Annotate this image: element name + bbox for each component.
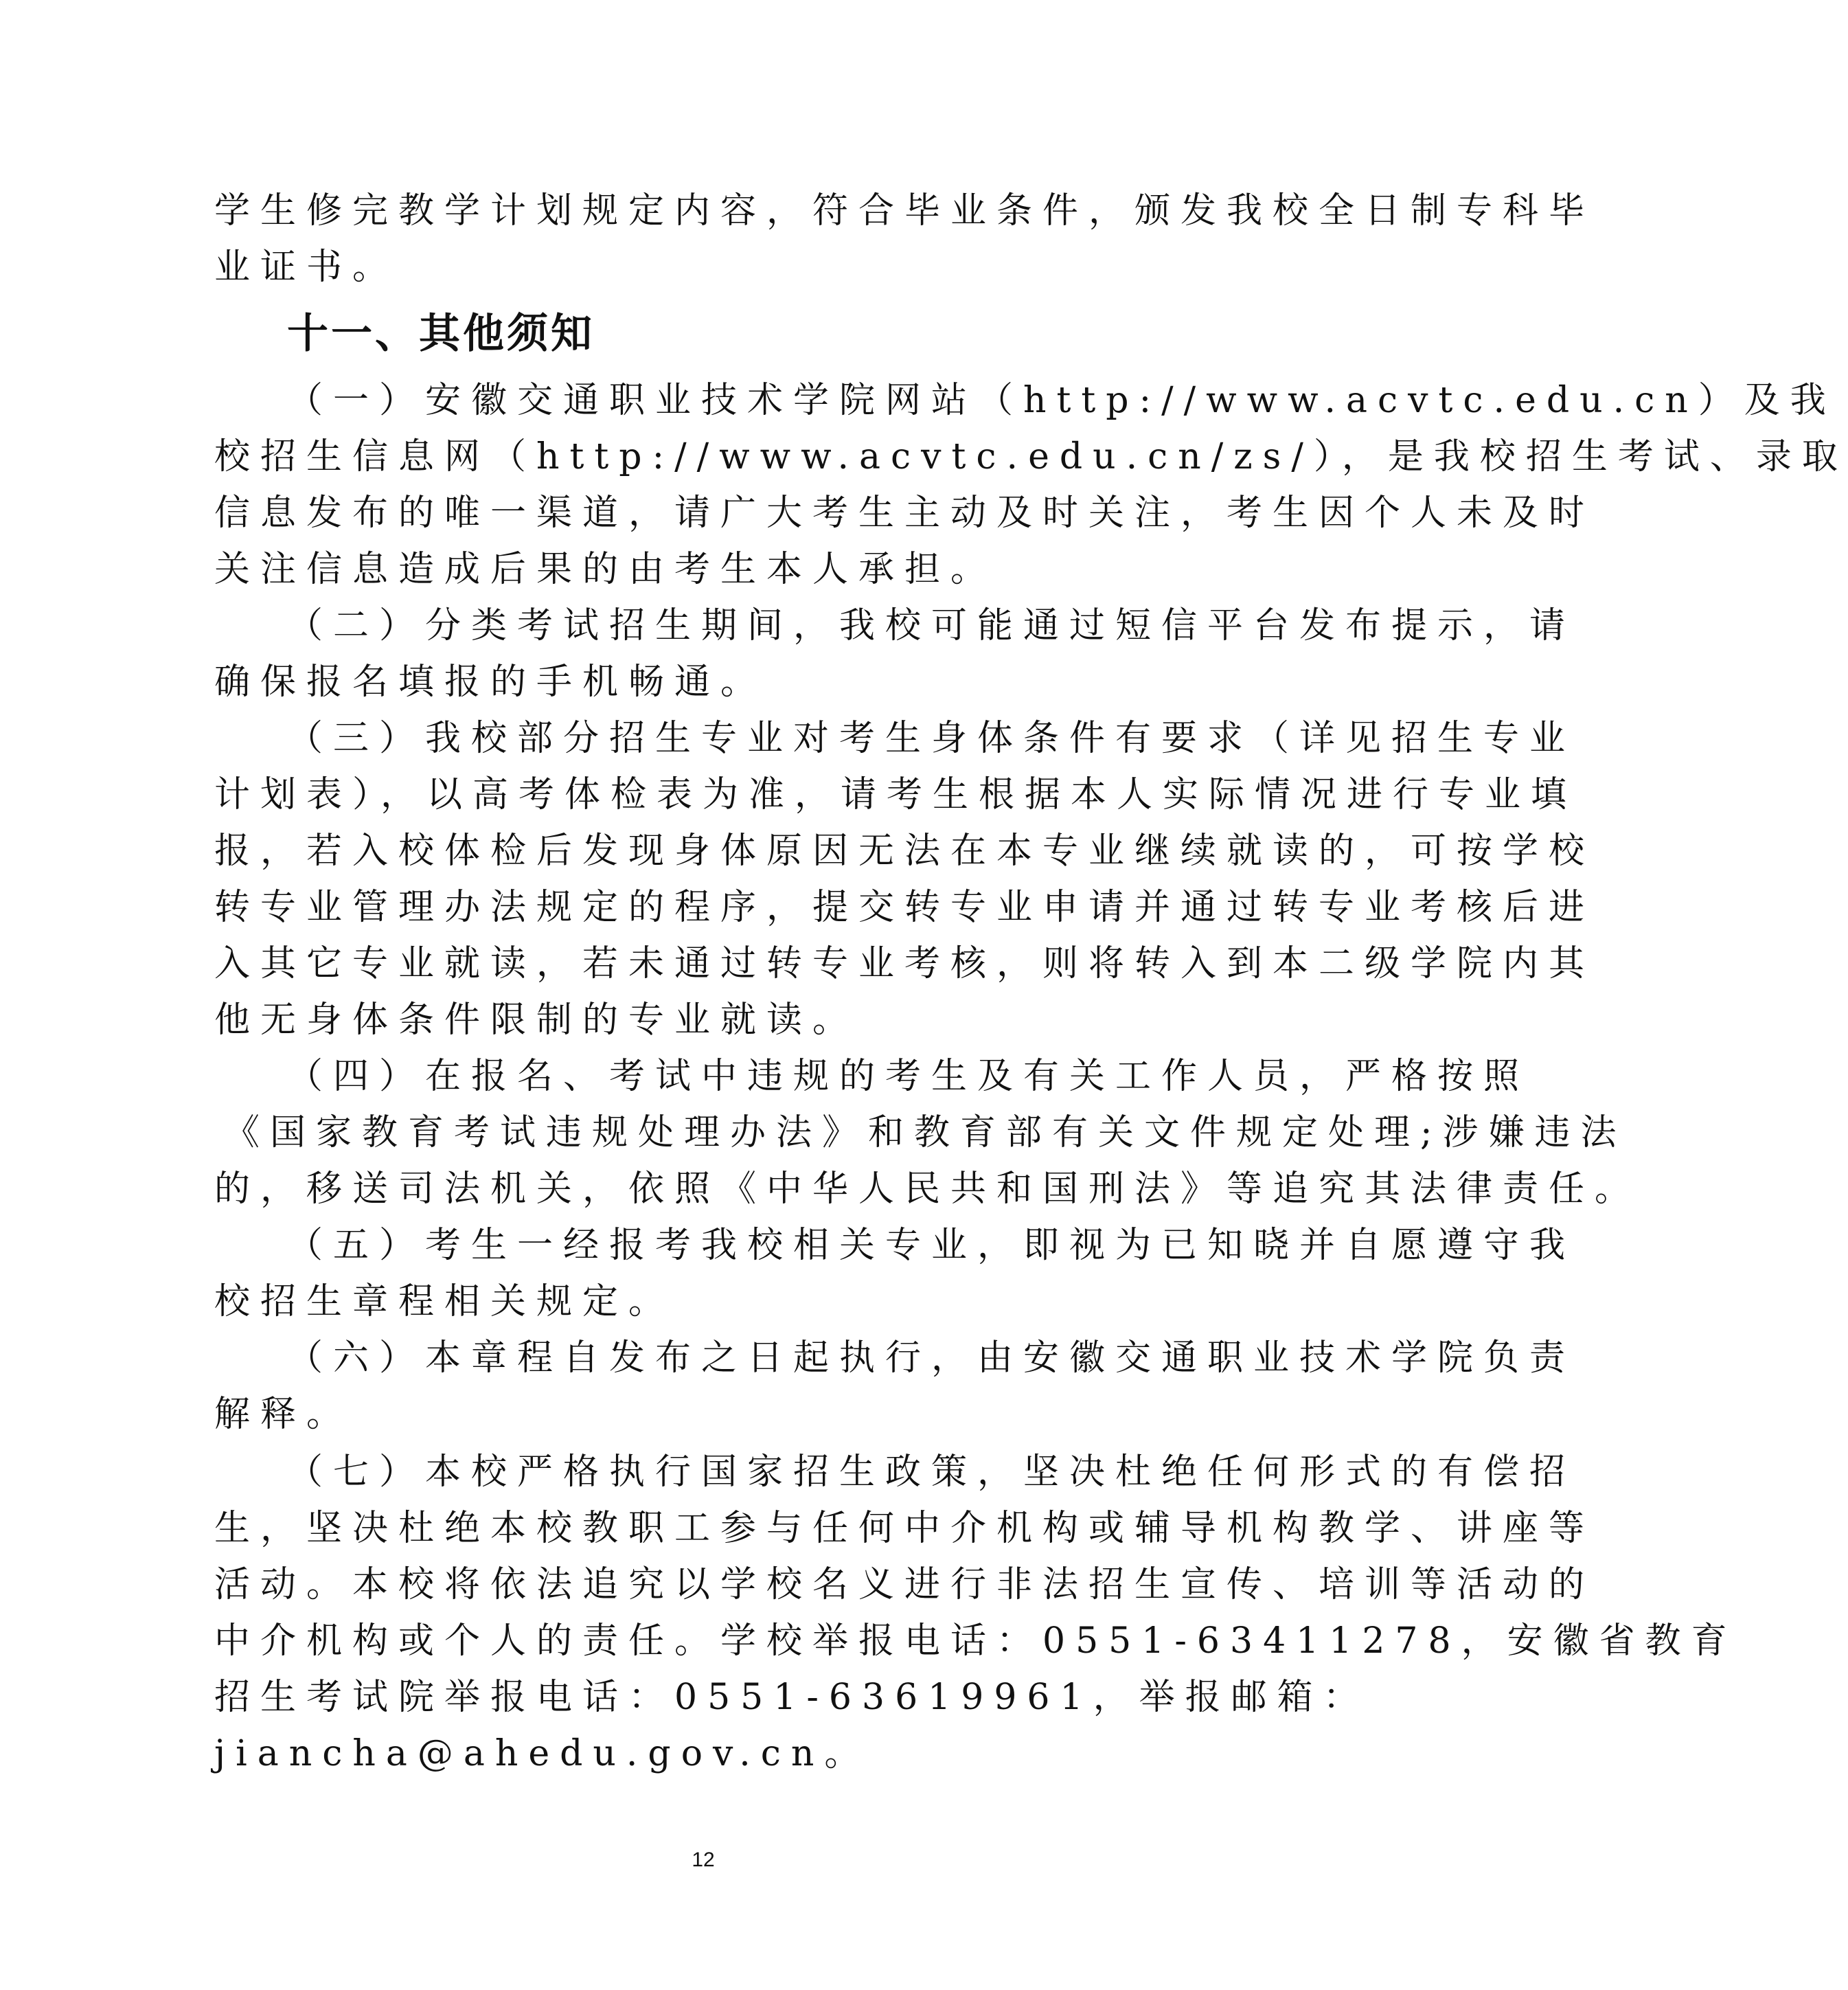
text-line: 的，移送司法机关，依照《中华人民共和国刑法》等追究其法律责任。 xyxy=(214,1168,1641,1210)
text-line: 业证书。 xyxy=(214,247,399,288)
paragraph-1 xyxy=(214,372,1848,598)
paragraph-2 xyxy=(214,598,1576,710)
text-line: 他无身体条件限制的专业就读。 xyxy=(214,999,859,1041)
text-line: 中介机构或个人的责任。学校举报电话：0551-63411278，安徽省教育 xyxy=(214,1620,1737,1662)
text-line: 计划表），以高考体检表为准，请考生根据本人实际情况进行专业填 xyxy=(214,774,1577,815)
text-line: 《国家教育考试违规处理办法》和教育部有关文件规定处理;涉嫌违法 xyxy=(224,1112,1627,1153)
text-line: 信息发布的唯一渠道，请广大考生主动及时关注，考生因个人未及时 xyxy=(214,493,1595,534)
text-line: 校招生章程相关规定。 xyxy=(214,1281,675,1322)
paragraph-4 xyxy=(214,1048,1641,1217)
text-line: （六）本章程自发布之日起执行，由安徽交通职业技术学院负责 xyxy=(287,1337,1576,1379)
text-line: 学生修完教学计划规定内容，符合毕业条件，颁发我校全日制专科毕 xyxy=(214,190,1595,231)
text-line: 确保报名填报的手机畅通。 xyxy=(214,662,767,703)
text-line: 解释。 xyxy=(214,1394,353,1435)
text-line: 报，若入校体检后发现身体原因无法在本专业继续就读的，可按学校 xyxy=(214,830,1595,872)
paragraph-3 xyxy=(214,710,1595,1048)
text-line: 生，坚决杜绝本校教职工参与任何中介机构或辅导机构教学、讲座等 xyxy=(214,1508,1595,1549)
page-number: 12 xyxy=(692,1848,715,1871)
text-line: （三）我校部分招生专业对考生身体条件有要求（详见招生专业 xyxy=(287,718,1576,759)
section-heading: 十一、其他须知 xyxy=(287,310,595,358)
text-line: （一）安徽交通职业技术学院网站（http://www.acvtc.edu.cn）及我 xyxy=(287,380,1836,421)
text-line: 招生考试院举报电话：0551-63619961，举报邮箱： xyxy=(214,1677,1369,1718)
text-line: 关注信息造成后果的由考生本人承担。 xyxy=(214,549,997,590)
paragraph-7 xyxy=(214,1444,1737,1782)
text-line: （五）考生一经报考我校相关专业，即视为已知晓并自愿遵守我 xyxy=(287,1225,1576,1266)
text-line: 入其它专业就读，若未通过转专业考核，则将转入到本二级学院内其 xyxy=(214,943,1595,984)
paragraph-6 xyxy=(214,1330,1576,1443)
text-line: 校招生信息网（http://www.acvtc.edu.cn/zs/），是我校招生考试、录取 xyxy=(214,436,1848,477)
text-line: （七）本校严格执行国家招生政策，坚决杜绝任何形式的有偿招 xyxy=(287,1451,1576,1493)
text-column xyxy=(214,183,1848,1782)
continuation-paragraph xyxy=(214,183,1595,295)
paragraph-5 xyxy=(214,1217,1576,1330)
email-line: jiancha@ahedu.gov.cn。 xyxy=(214,1733,871,1774)
text-line: （二）分类考试招生期间，我校可能通过短信平台发布提示，请 xyxy=(287,605,1576,646)
text-line: 转专业管理办法规定的程序，提交转专业申请并通过转专业考核后进 xyxy=(214,887,1595,928)
text-line: 活动。本校将依法追究以学校名义进行非法招生宣传、培训等活动的 xyxy=(214,1564,1595,1605)
text-line: （四）在报名、考试中违规的考生及有关工作人员，严格按照 xyxy=(287,1056,1530,1097)
